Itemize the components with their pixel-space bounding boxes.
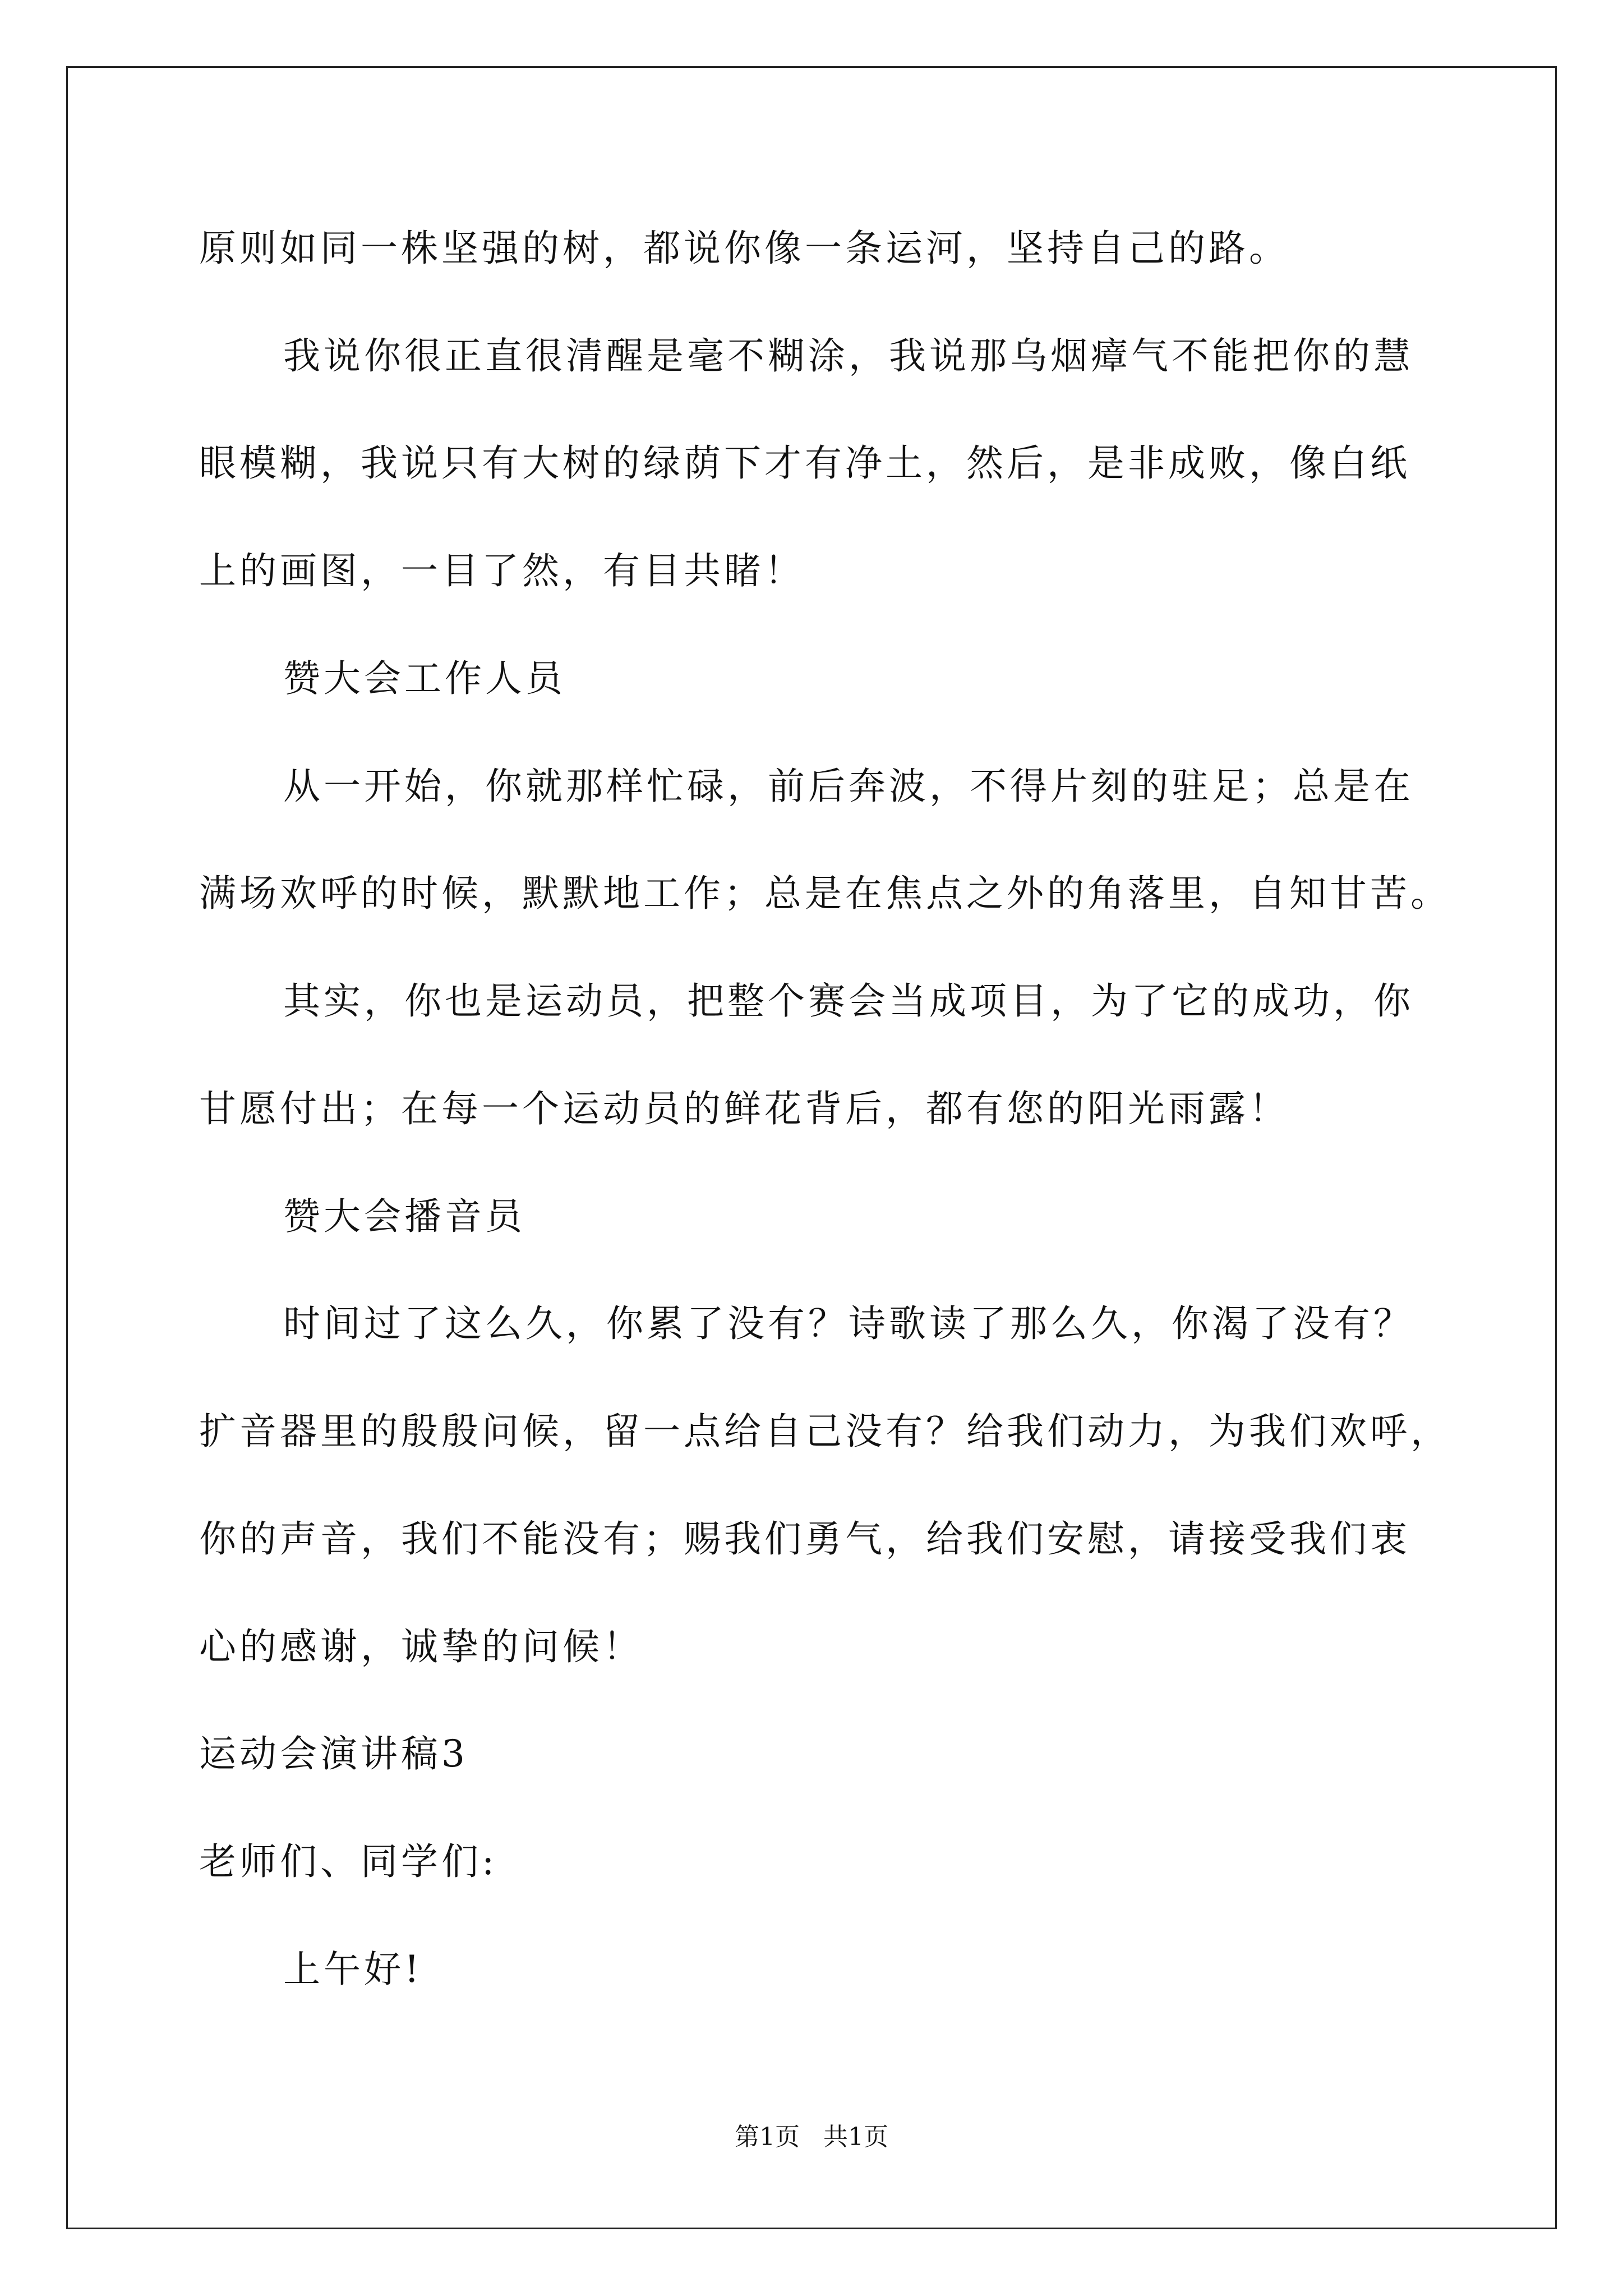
speech-title: 运动会演讲稿3	[199, 1732, 468, 1775]
text-line-6: 从一开始，你就那样忙碌，前后奔波，不得片刻的驻足；总是在	[283, 765, 1414, 808]
section-heading-staff: 赞大会工作人员	[283, 657, 566, 700]
text-line-4: 上的画图，一目了然，有目共睹！	[199, 549, 805, 592]
text-line-13: 你的声音，我们不能没有；赐我们勇气，给我们安慰，请接受我们衷	[199, 1517, 1410, 1561]
page-footer: 第1页 共1页	[735, 2123, 888, 2151]
text-line-3: 眼模糊，我说只有大树的绿荫下才有净土，然后，是非成败，像白纸	[199, 441, 1410, 485]
section-heading-announcer: 赞大会播音员	[283, 1195, 525, 1238]
text-line-12: 扩音器里的殷殷问候，留一点给自己没有？给我们动力，为我们欢呼，	[199, 1410, 1451, 1453]
text-line-8: 其实，你也是运动员，把整个赛会当成项目，为了它的成功，你	[283, 979, 1414, 1023]
text-line-9: 甘愿付出；在每一个运动员的鲜花背后，都有您的阳光雨露！	[199, 1087, 1289, 1130]
text-line-11: 时间过了这么久，你累了没有？诗歌读了那么久，你渴了没有？	[283, 1302, 1414, 1345]
text-line-1: 原则如同一株坚强的树，都说你像一条运河，坚持自己的路。	[199, 227, 1289, 270]
text-line-14: 心的感谢，诚挚的问候！	[199, 1625, 643, 1668]
salutation: 老师们、同学们:	[199, 1840, 498, 1883]
text-line-2: 我说你很正直很清醒是毫不糊涂，我说那乌烟瘴气不能把你的慧	[283, 334, 1414, 378]
text-line-7: 满场欢呼的时候，默默地工作；总是在焦点之外的角落里，自知甘苦。	[199, 872, 1451, 915]
page-border	[66, 66, 1557, 2229]
greeting: 上午好!	[283, 1948, 423, 1991]
